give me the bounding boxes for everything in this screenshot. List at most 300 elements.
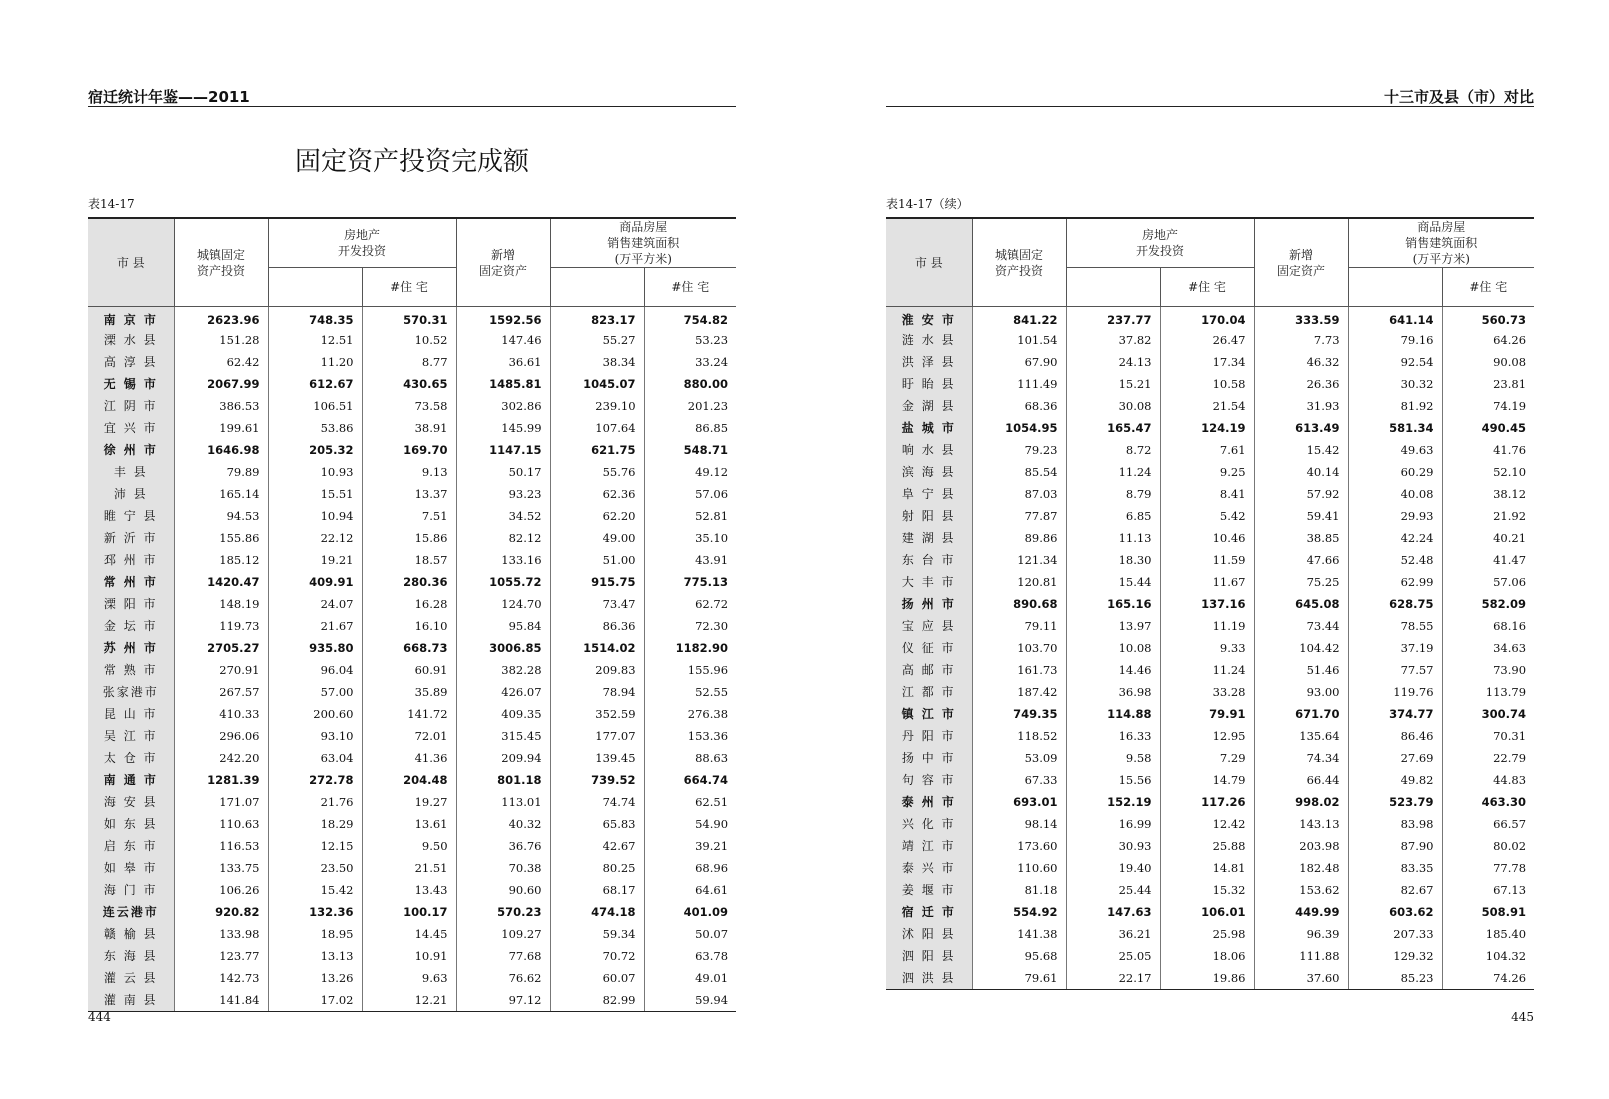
region-name: 金 坛 市 [88,615,174,637]
value-cell: 79.11 [972,615,1066,637]
value-cell: 88.63 [695,750,729,765]
value-cell: 141.38 [972,923,1066,945]
value-cell: 23.81 [1493,376,1527,391]
right-page [886,0,1534,1099]
value-cell: 52.81 [695,508,729,523]
value-cell: 15.86 [362,527,456,549]
value-cell: 1514.02 [550,637,644,659]
header-text: 资产投资 [994,263,1043,278]
header-text: (万平方米) [614,252,672,266]
value-cell: 581.34 [1348,417,1442,439]
value-cell: 82.12 [456,527,550,549]
value-cell: 1592.56 [456,307,550,329]
value-cell: 333.59 [1254,307,1348,329]
value-cell: 18.57 [362,549,456,571]
value-cell: 49.12 [695,464,729,479]
table-row [88,923,736,945]
value-cell: 8.72 [1066,439,1160,461]
value-cell: 613.49 [1254,417,1348,439]
value-cell: 57.92 [1254,483,1348,505]
value-cell: 106.51 [268,395,362,417]
value-cell: 242.20 [174,747,268,769]
value-cell: 201.23 [687,398,729,413]
value-cell: 239.10 [550,395,644,417]
running-head: 宿迁统计年鉴——2011 [88,86,736,107]
value-cell: 14.45 [362,923,456,945]
value-cell: 147.63 [1066,901,1160,923]
value-cell: 60.91 [362,659,456,681]
table-body [886,307,1534,989]
value-cell: 15.42 [268,879,362,901]
value-cell: 51.00 [550,549,644,571]
region-name: 新 沂 市 [88,527,174,549]
value-cell: 300.74 [1481,706,1527,721]
value-cell: 104.42 [1254,637,1348,659]
table-row [886,725,1534,747]
value-cell: 98.14 [972,813,1066,835]
value-cell: 182.48 [1254,857,1348,879]
value-cell: 153.62 [1254,879,1348,901]
value-cell: 915.75 [550,571,644,593]
value-cell: 13.26 [268,967,362,989]
value-cell: 29.93 [1348,505,1442,527]
table-row [886,791,1534,813]
table-row [886,967,1534,989]
value-cell: 57.00 [268,681,362,703]
value-cell: 823.17 [550,307,644,329]
value-cell: 75.25 [1254,571,1348,593]
table-header [88,218,736,307]
header-urban-fixed [174,218,268,307]
region-name: 沛 县 [88,483,174,505]
value-cell: 52.55 [695,684,729,699]
value-cell: 141.72 [362,703,456,725]
region-name: 盐 城 市 [886,417,972,439]
value-cell: 409.35 [456,703,550,725]
value-cell: 7.29 [1160,747,1254,769]
table-row [886,637,1534,659]
value-cell: 86.85 [695,420,729,435]
value-cell: 72.30 [695,618,729,633]
region-name: 镇 江 市 [886,703,972,725]
header-text: 商品房屋 [619,220,668,234]
table-row [886,901,1534,923]
value-cell: 612.67 [268,373,362,395]
value-cell: 66.57 [1493,816,1527,831]
value-cell: 39.21 [695,838,729,853]
table-row [886,769,1534,791]
table-row [88,835,736,857]
value-cell: 21.92 [1493,508,1527,523]
table-row [88,791,736,813]
region-name: 阜 宁 县 [886,483,972,505]
table-row [88,813,736,835]
region-name: 灌 南 县 [88,989,174,1011]
table-row [886,923,1534,945]
region-name: 泗 阳 县 [886,945,972,967]
value-cell: 410.33 [174,703,268,725]
value-cell: 49.01 [695,970,729,985]
table-row [88,879,736,901]
region-name: 连云港市 [88,901,174,923]
value-cell: 62.99 [1348,571,1442,593]
value-cell: 135.64 [1254,725,1348,747]
value-cell: 57.06 [1493,574,1527,589]
region-name: 淮 安 市 [886,307,972,329]
value-cell: 68.36 [972,395,1066,417]
value-cell: 52.10 [1493,464,1527,479]
value-cell: 8.79 [1066,483,1160,505]
value-cell: 82.67 [1348,879,1442,901]
value-cell: 276.38 [687,706,729,721]
table-row [88,901,736,923]
value-cell: 114.88 [1066,703,1160,725]
value-cell: 1646.98 [174,439,268,461]
value-cell: 6.85 [1066,505,1160,527]
value-cell: 141.84 [174,989,268,1011]
table-row [886,351,1534,373]
table-row [886,857,1534,879]
value-cell: 79.89 [174,461,268,483]
region-name: 东 台 市 [886,549,972,571]
region-name: 兴 化 市 [886,813,972,835]
region-name: 沭 阳 县 [886,923,972,945]
value-cell: 582.09 [1481,596,1527,611]
value-cell: 8.41 [1160,483,1254,505]
value-cell: 101.54 [972,329,1066,351]
value-cell: 21.67 [268,615,362,637]
value-cell: 3006.85 [456,637,550,659]
table-row [88,483,736,505]
value-cell: 641.14 [1348,307,1442,329]
header-text: 固定资产 [479,263,528,278]
value-cell: 16.10 [362,615,456,637]
region-name: 溧 水 县 [88,329,174,351]
value-cell: 25.88 [1160,835,1254,857]
region-name: 泰 州 市 [886,791,972,813]
value-cell: 15.21 [1066,373,1160,395]
value-cell: 54.90 [695,816,729,831]
value-cell: 161.73 [972,659,1066,681]
value-cell: 90.08 [1493,354,1527,369]
header-text: 城镇固定 [196,247,245,262]
value-cell: 151.28 [174,329,268,351]
header-commodity [1348,218,1534,268]
value-cell: 12.95 [1160,725,1254,747]
header-residential-area: #住 宅 [1442,268,1534,307]
region-name: 常 州 市 [88,571,174,593]
value-cell: 67.13 [1493,882,1527,897]
value-cell: 104.32 [1485,948,1527,963]
region-name: 滨 海 县 [886,461,972,483]
value-cell: 664.74 [683,772,729,787]
table-row [886,329,1534,351]
value-cell: 25.44 [1066,879,1160,901]
value-cell: 49.63 [1348,439,1442,461]
value-cell: 52.48 [1348,549,1442,571]
value-cell: 40.32 [456,813,550,835]
value-cell: 430.65 [362,373,456,395]
header-text: 销售建筑面积 [1405,236,1478,250]
value-cell: 22.17 [1066,967,1160,989]
value-cell: 77.78 [1493,860,1527,875]
value-cell: 63.78 [695,948,729,963]
table-row [886,703,1534,725]
value-cell: 83.35 [1348,857,1442,879]
value-cell: 43.91 [695,552,729,567]
value-cell: 70.38 [456,857,550,879]
header-real-estate [1066,218,1254,268]
value-cell: 64.61 [695,882,729,897]
value-cell: 80.02 [1493,838,1527,853]
value-cell: 80.25 [550,857,644,879]
value-cell: 30.08 [1066,395,1160,417]
value-cell: 15.56 [1066,769,1160,791]
value-cell: 296.06 [174,725,268,747]
value-cell: 120.81 [972,571,1066,593]
value-cell: 10.52 [362,329,456,351]
value-cell: 10.58 [1160,373,1254,395]
value-cell: 9.58 [1066,747,1160,769]
value-cell: 96.39 [1254,923,1348,945]
header-text: 开发投资 [338,244,387,258]
region-name: 金 湖 县 [886,395,972,417]
value-cell: 25.98 [1160,923,1254,945]
value-cell: 79.23 [972,439,1066,461]
value-cell: 93.23 [456,483,550,505]
header-text: 资产投资 [196,263,245,278]
value-cell: 49.82 [1348,769,1442,791]
value-cell: 78.55 [1348,615,1442,637]
region-name: 大 丰 市 [886,571,972,593]
value-cell: 72.01 [362,725,456,747]
value-cell: 96.04 [268,659,362,681]
table-body [88,307,736,1011]
value-cell: 570.31 [362,307,456,329]
value-cell: 62.72 [695,596,729,611]
value-cell: 35.10 [695,530,729,545]
value-cell: 74.34 [1254,747,1348,769]
value-cell: 26.36 [1254,373,1348,395]
table-row [886,505,1534,527]
value-cell: 82.99 [550,989,644,1011]
value-cell: 603.62 [1348,901,1442,923]
region-name: 邳 州 市 [88,549,174,571]
table-row [886,417,1534,439]
page-number: 445 [1511,1010,1534,1024]
region-name: 宝 应 县 [886,615,972,637]
value-cell: 668.73 [362,637,456,659]
region-name: 海 安 县 [88,791,174,813]
value-cell: 63.04 [268,747,362,769]
value-cell: 382.28 [456,659,550,681]
value-cell: 15.44 [1066,571,1160,593]
value-cell: 110.63 [174,813,268,835]
value-cell: 118.52 [972,725,1066,747]
value-cell: 11.20 [268,351,362,373]
value-cell: 554.92 [972,901,1066,923]
header-commodity [550,218,736,268]
value-cell: 53.86 [268,417,362,439]
value-cell: 386.53 [174,395,268,417]
value-cell: 754.82 [683,312,729,327]
value-cell: 920.82 [174,901,268,923]
value-cell: 65.83 [550,813,644,835]
value-cell: 9.25 [1160,461,1254,483]
table-row [88,615,736,637]
value-cell: 90.60 [456,879,550,901]
value-cell: 113.01 [456,791,550,813]
value-cell: 523.79 [1348,791,1442,813]
value-cell: 119.73 [174,615,268,637]
value-cell: 207.33 [1348,923,1442,945]
value-cell: 62.42 [174,351,268,373]
value-cell: 199.61 [174,417,268,439]
value-cell: 10.93 [268,461,362,483]
value-cell: 59.41 [1254,505,1348,527]
value-cell: 124.19 [1160,417,1254,439]
region-name: 靖 江 市 [886,835,972,857]
table-row [886,835,1534,857]
region-name: 建 湖 县 [886,527,972,549]
value-cell: 133.75 [174,857,268,879]
value-cell: 139.45 [550,747,644,769]
value-cell: 21.54 [1160,395,1254,417]
value-cell: 31.93 [1254,395,1348,417]
value-cell: 1420.47 [174,571,268,593]
region-name: 扬 州 市 [886,593,972,615]
table-row [88,769,736,791]
value-cell: 26.47 [1160,329,1254,351]
value-cell: 117.26 [1160,791,1254,813]
header-text: 商品房屋 [1417,220,1466,234]
data-table-wrapper [88,217,736,1012]
value-cell: 73.44 [1254,615,1348,637]
value-cell: 34.63 [1493,640,1527,655]
value-cell: 30.32 [1348,373,1442,395]
value-cell: 34.52 [456,505,550,527]
region-name: 高 邮 市 [886,659,972,681]
region-name: 昆 山 市 [88,703,174,725]
value-cell: 30.93 [1066,835,1160,857]
table-row [886,483,1534,505]
table-row [886,615,1534,637]
table-number: 表14-17（续） [886,197,969,211]
value-cell: 841.22 [972,307,1066,329]
value-cell: 142.73 [174,967,268,989]
header-real-estate [268,218,456,268]
table-row [88,329,736,351]
value-cell: 41.36 [362,747,456,769]
table-row [88,747,736,769]
value-cell: 55.27 [550,329,644,351]
value-cell: 24.13 [1066,351,1160,373]
value-cell: 775.13 [683,574,729,589]
value-cell: 14.79 [1160,769,1254,791]
header-text: 房地产 [1142,228,1179,242]
value-cell: 73.90 [1493,662,1527,677]
value-cell: 11.59 [1160,549,1254,571]
region-name: 姜 堰 市 [886,879,972,901]
region-name: 丹 阳 市 [886,725,972,747]
value-cell: 42.67 [550,835,644,857]
table-row [88,351,736,373]
header-new-fixed [1254,218,1348,307]
value-cell: 11.24 [1066,461,1160,483]
value-cell: 77.87 [972,505,1066,527]
table-header [886,218,1534,307]
value-cell: 36.98 [1066,681,1160,703]
value-cell: 23.50 [268,857,362,879]
value-cell: 739.52 [550,769,644,791]
value-cell: 267.57 [174,681,268,703]
value-cell: 37.82 [1066,329,1160,351]
value-cell: 62.36 [550,483,644,505]
value-cell: 16.99 [1066,813,1160,835]
region-name: 东 海 县 [88,945,174,967]
value-cell: 153.36 [687,728,729,743]
region-name: 仪 征 市 [886,637,972,659]
value-cell: 27.69 [1348,747,1442,769]
table-bottom-rule [886,989,1534,990]
value-cell: 41.76 [1493,442,1527,457]
value-cell: 148.19 [174,593,268,615]
value-cell: 169.70 [362,439,456,461]
table-row [886,571,1534,593]
value-cell: 36.61 [456,351,550,373]
region-name: 如 皋 市 [88,857,174,879]
value-cell: 155.96 [687,662,729,677]
value-cell: 374.77 [1348,703,1442,725]
header-residential-investment: #住 宅 [362,268,456,307]
value-cell: 7.51 [362,505,456,527]
region-name: 海 门 市 [88,879,174,901]
value-cell: 38.85 [1254,527,1348,549]
header-text: 城镇固定 [994,247,1043,262]
value-cell: 10.91 [362,945,456,967]
value-cell: 92.54 [1348,351,1442,373]
value-cell: 111.49 [972,373,1066,395]
value-cell: 474.18 [550,901,644,923]
value-cell: 16.28 [362,593,456,615]
page-title: 固定资产投资完成额 [294,147,529,177]
value-cell: 86.36 [550,615,644,637]
value-cell: 59.94 [695,992,729,1007]
value-cell: 155.86 [174,527,268,549]
value-cell: 129.32 [1348,945,1442,967]
value-cell: 83.98 [1348,813,1442,835]
value-cell: 113.79 [1485,684,1527,699]
value-cell: 24.07 [268,593,362,615]
value-cell: 11.19 [1160,615,1254,637]
value-cell: 203.98 [1254,835,1348,857]
value-cell: 671.70 [1254,703,1348,725]
value-cell: 13.97 [1066,615,1160,637]
value-cell: 121.34 [972,549,1066,571]
value-cell: 19.86 [1160,967,1254,989]
region-name: 太 仓 市 [88,747,174,769]
table-row [88,593,736,615]
value-cell: 36.76 [456,835,550,857]
value-cell: 46.32 [1254,351,1348,373]
value-cell: 401.09 [683,904,729,919]
value-cell: 570.23 [456,901,550,923]
table-row [88,681,736,703]
value-cell: 880.00 [683,376,729,391]
page-number: 444 [88,1010,111,1024]
value-cell: 37.60 [1254,967,1348,989]
value-cell: 1045.07 [550,373,644,395]
